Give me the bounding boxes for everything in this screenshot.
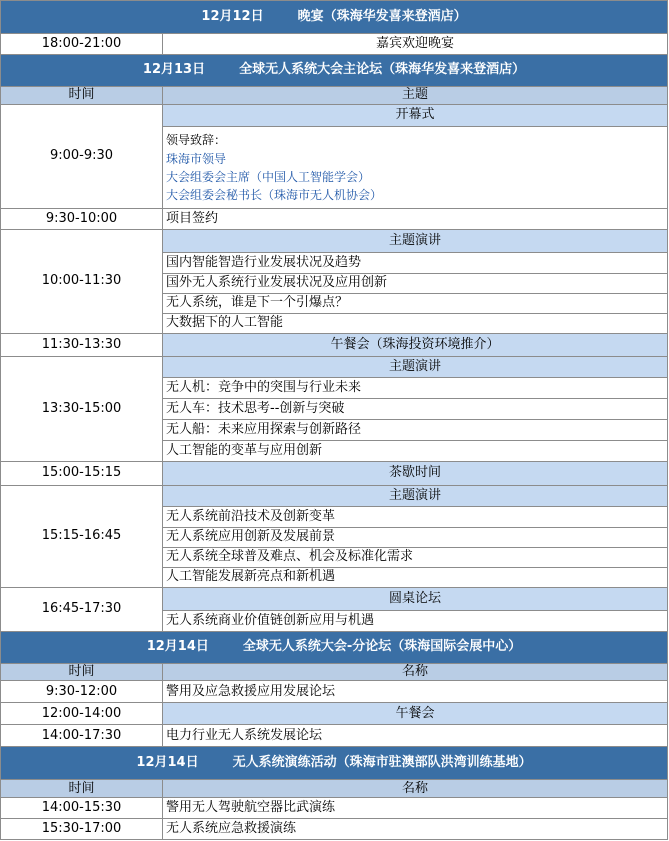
col-time-label: 时间 (1, 664, 163, 681)
day3-title: 全球无人系统大会-分论坛（珠海国际会展中心） (242, 639, 522, 655)
table-row (1, 819, 668, 840)
opening-speaker: 珠海市领导 (166, 151, 227, 166)
topic-cell: 项目签约 (163, 209, 668, 230)
opening-speaker: 大会组委会秘书长（珠海市无人机协会） (166, 187, 383, 202)
keynote1-title: 主题演讲 (163, 230, 668, 253)
table-row (1, 798, 668, 819)
talk-title: 人工智能发展新亮点和新机遇 (163, 568, 668, 588)
day2-header (1, 55, 668, 87)
roundtable-title: 圆桌论坛 (163, 588, 668, 611)
time-cell: 14:00-17:30 (1, 725, 163, 747)
day4-column-header (1, 780, 668, 798)
keynote2-time: 13:30-15:00 (1, 357, 163, 462)
day2-column-header (1, 87, 668, 105)
time-cell: 15:00-15:15 (1, 462, 163, 486)
time-cell: 9:30-10:00 (1, 209, 163, 230)
opening-speaker: 大会组委会主席（中国人工智能学会） (166, 169, 371, 184)
topic-cell: 警用及应急救援应用发展论坛 (163, 681, 668, 703)
keynote3-title-row (1, 486, 668, 507)
time-cell: 18:00-21:00 (1, 34, 163, 55)
opening-time: 9:00-9:30 (1, 105, 163, 209)
time-cell: 9:30-12:00 (1, 681, 163, 703)
talk-title: 无人系统，谁是下一个引爆点？ (163, 294, 668, 314)
topic-cell: 警用无人驾驶航空器比武演练 (163, 798, 668, 819)
keynote1-time: 10:00-11:30 (1, 230, 163, 334)
opening-lead: 领导致辞： (166, 132, 227, 147)
day2-date: 12月13日 (142, 62, 206, 78)
table-row (1, 681, 668, 703)
day2-title: 全球无人系统大会主论坛（珠海华发喜来登酒店） (239, 62, 526, 78)
talk-title: 无人船：未来应用探索与创新路径 (163, 420, 668, 441)
lunch-title: 午餐会（珠海投资环境推介） (163, 334, 668, 357)
keynote2-title-row (1, 357, 668, 378)
day4-date: 12月14日 (136, 755, 199, 771)
day1-header (1, 1, 668, 34)
keynote3-time: 15:15-16:45 (1, 486, 163, 588)
day4-title: 无人系统演练活动（珠海市驻澳部队洪湾训练基地） (232, 755, 532, 771)
topic-cell: 午餐会 (163, 703, 668, 725)
talk-title: 国外无人系统行业发展状况及应用创新 (163, 274, 668, 294)
topic-cell: 无人系统应急救援演练 (163, 819, 668, 840)
talk-title: 国内智能智造行业发展状况及趋势 (163, 253, 668, 274)
time-cell: 15:30-17:00 (1, 819, 163, 840)
tea-row (1, 462, 668, 486)
talk-title: 无人系统应用创新及发展前景 (163, 528, 668, 548)
day3-date: 12月14日 (146, 639, 209, 655)
roundtable-time: 16:45-17:30 (1, 588, 163, 632)
topic-cell: 电力行业无人系统发展论坛 (163, 725, 668, 747)
day1-date: 12月12日 (201, 8, 264, 24)
table-row (1, 725, 668, 747)
signing-row (1, 209, 668, 230)
day4-header (1, 747, 668, 780)
time-cell: 12:00-14:00 (1, 703, 163, 725)
talk-title: 无人系统全球普及难点、机会及标准化需求 (163, 548, 668, 568)
day1-row (1, 34, 668, 55)
day3-header (1, 632, 668, 664)
day1-title: 晚宴（珠海华发喜来登酒店） (297, 8, 467, 24)
col-time-label: 时间 (1, 87, 163, 105)
col-topic-label: 名称 (163, 780, 668, 798)
opening-row (1, 105, 668, 127)
topic-cell: 嘉宾欢迎晚宴 (163, 34, 668, 55)
talk-title: 人工智能的变革与应用创新 (163, 441, 668, 462)
table-row (1, 703, 668, 725)
roundtable-title-row (1, 588, 668, 611)
talk-title: 大数据下的人工智能 (163, 314, 668, 334)
keynote3-title: 主题演讲 (163, 486, 668, 507)
keynote2-title: 主题演讲 (163, 357, 668, 378)
tea-title: 茶歇时间 (163, 462, 668, 486)
day3-column-header (1, 664, 668, 681)
talk-title: 无人系统前沿技术及创新变革 (163, 507, 668, 528)
talk-title: 无人车：技术思考--创新与突破 (163, 399, 668, 420)
time-cell: 11:30-13:30 (1, 334, 163, 357)
time-cell: 14:00-15:30 (1, 798, 163, 819)
col-time-label: 时间 (1, 780, 163, 798)
keynote1-title-row (1, 230, 668, 253)
col-topic-label: 主题 (163, 87, 668, 105)
talk-title: 无人系统商业价值链创新应用与机遇 (163, 611, 668, 632)
talk-title: 无人机：竞争中的突围与行业未来 (163, 378, 668, 399)
col-topic-label: 名称 (163, 664, 668, 681)
lunch-row (1, 334, 668, 357)
opening-title: 开幕式 (163, 105, 668, 127)
